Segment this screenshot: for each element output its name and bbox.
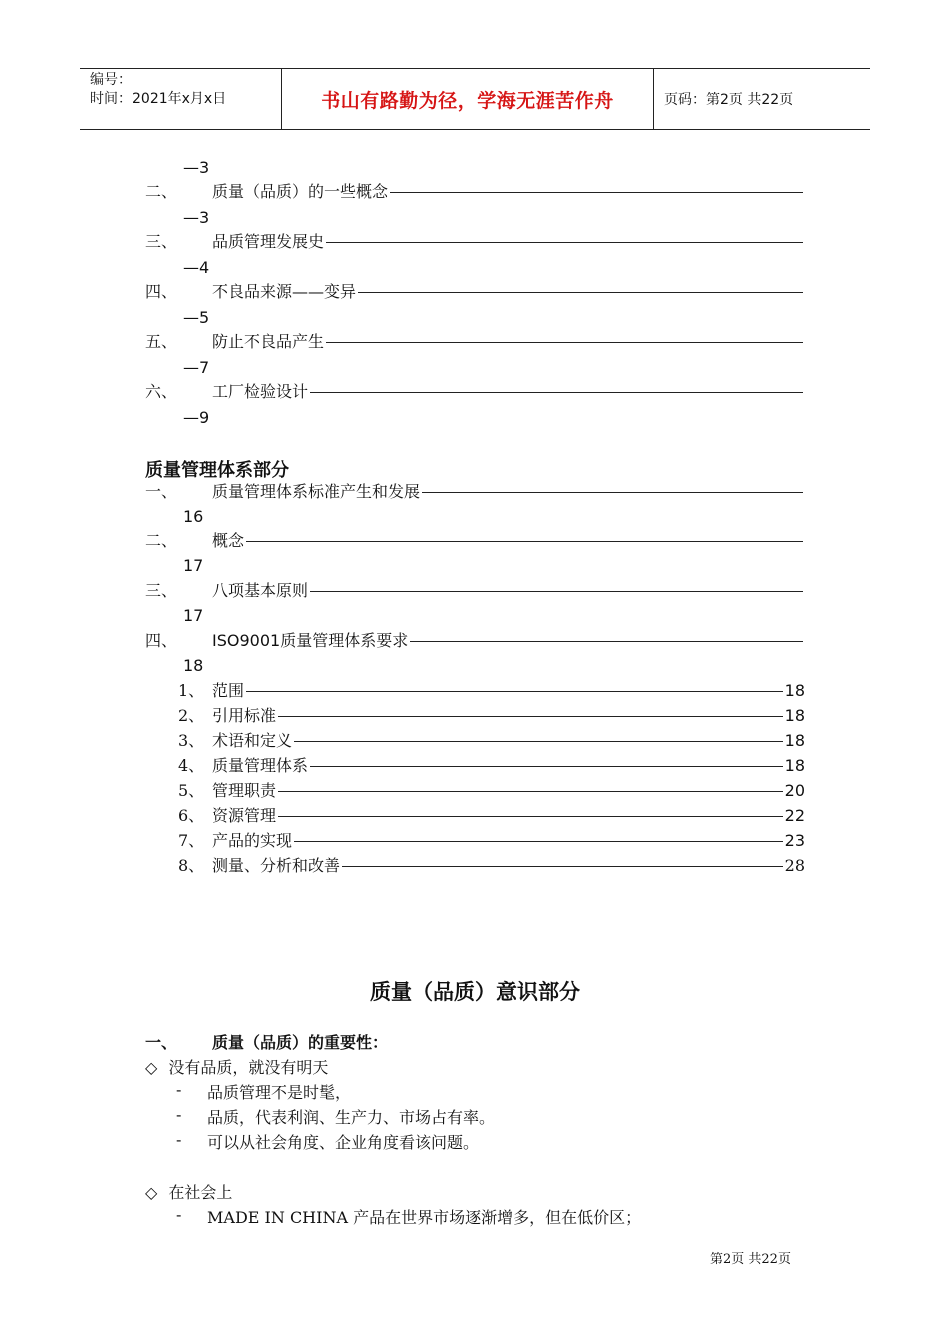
diamond-bullet <box>145 1180 232 1203</box>
toc-entry-text: 质量（品质）的一些概念 <box>212 182 389 201</box>
toc-entry-text: ISO9001质量管理体系要求 <box>212 631 409 650</box>
diamond-bullet <box>145 1055 328 1078</box>
toc-entry[interactable] <box>145 580 805 602</box>
dash-bullet <box>176 1130 480 1152</box>
toc-page-number: 22 <box>784 806 805 825</box>
diamond-icon: ◇ <box>145 1058 158 1077</box>
toc-entry[interactable] <box>145 481 805 503</box>
toc-leader <box>278 716 783 717</box>
toc-entry-text: 管理职责 <box>212 781 277 800</box>
toc-entry-text: 品质管理发展史 <box>212 232 325 251</box>
toc-entry-text: 质量管理体系标准产生和发展 <box>212 482 421 501</box>
toc-entry-text: 测量、分析和改善 <box>212 856 341 875</box>
toc-entry-number: 三、 <box>145 232 178 251</box>
toc-sub-entry[interactable] <box>178 855 805 877</box>
toc-entry[interactable] <box>145 331 805 353</box>
bullet-text: 没有品质，就没有明天 <box>168 1058 329 1077</box>
toc-page-number: —9 <box>183 408 210 427</box>
toc-entry-number: 8、 <box>178 856 205 875</box>
toc-page-number: 20 <box>784 781 805 800</box>
toc-entry-text: 概念 <box>212 531 245 550</box>
toc-leader <box>310 766 783 767</box>
toc-page-number: 16 <box>183 507 204 526</box>
header-meta <box>80 69 282 129</box>
toc-entry-number: 六、 <box>145 382 178 401</box>
heading-text: 质量（品质）的重要性： <box>212 1033 389 1052</box>
header-motto: 书山有路勤为径，学海无涯苦作舟 <box>282 69 654 129</box>
toc-sub-entry[interactable] <box>178 780 805 802</box>
toc-sub-entry[interactable] <box>178 830 805 852</box>
toc-page-number: —4 <box>183 258 210 277</box>
toc-entry-text: 引用标准 <box>212 706 277 725</box>
toc-leader <box>246 541 803 542</box>
toc-leader <box>278 816 783 817</box>
toc-entry[interactable] <box>145 630 805 652</box>
time-label: 时间：2021年x月x日 <box>90 91 227 107</box>
heading-1 <box>145 1030 389 1053</box>
toc-leader <box>390 192 803 193</box>
toc-entry-number: 2、 <box>178 706 205 725</box>
dash-icon: - <box>176 1105 182 1124</box>
toc-entry-number: 二、 <box>145 182 178 201</box>
page-footer: 第2页 共22页 <box>710 1252 791 1267</box>
toc-page-number: —3 <box>183 158 210 177</box>
toc-entry-number: 三、 <box>145 581 178 600</box>
toc-page-number: 17 <box>183 606 204 625</box>
toc-entry-number: 四、 <box>145 631 178 650</box>
number-label: 编号： <box>90 72 132 88</box>
toc-leader <box>310 591 803 592</box>
dash-icon: - <box>176 1130 182 1149</box>
toc-page-number: 23 <box>784 831 805 850</box>
dash-icon: - <box>176 1080 182 1099</box>
dash-bullet <box>176 1080 352 1102</box>
toc-page-number: —5 <box>183 308 210 327</box>
toc-sub-entry[interactable] <box>178 730 805 752</box>
toc-page-number: 18 <box>784 731 805 750</box>
toc-page-number: —7 <box>183 358 210 377</box>
toc-page-number: 18 <box>183 656 204 675</box>
toc-entry-number: 4、 <box>178 756 205 775</box>
toc-leader <box>294 741 783 742</box>
toc-sub-entry[interactable] <box>178 805 805 827</box>
bullet-text: 品质管理不是时髦， <box>207 1083 352 1102</box>
section-title: 质量管理体系部分 <box>145 460 289 481</box>
toc-entry[interactable] <box>145 530 805 552</box>
toc-leader <box>278 791 783 792</box>
toc-page-number: —3 <box>183 208 210 227</box>
toc-entry-text: 范围 <box>212 681 245 700</box>
diamond-icon: ◇ <box>145 1183 158 1202</box>
toc-page-number: 17 <box>183 556 204 575</box>
bullet-text: 在社会上 <box>168 1183 233 1202</box>
toc-leader <box>342 866 783 867</box>
toc-entry[interactable] <box>145 381 805 403</box>
toc-entry-number: 五、 <box>145 332 178 351</box>
toc-entry-text: 产品的实现 <box>212 831 293 850</box>
toc-leader <box>422 492 803 493</box>
toc-leader <box>410 641 803 642</box>
toc-entry-text: 不良品来源——变异 <box>212 282 357 301</box>
toc-sub-entry[interactable] <box>178 705 805 727</box>
page-header <box>80 68 870 130</box>
toc-page-number: 18 <box>784 756 805 775</box>
toc-entry-number: 5、 <box>178 781 205 800</box>
toc-entry[interactable] <box>145 281 805 303</box>
toc-entry-number: 四、 <box>145 282 178 301</box>
toc-leader <box>326 342 803 343</box>
toc-entry-text: 防止不良品产生 <box>212 332 325 351</box>
toc-entry-number: 6、 <box>178 806 205 825</box>
toc-sub-entry[interactable] <box>178 755 805 777</box>
toc-entry-text: 术语和定义 <box>212 731 293 750</box>
toc-entry-text: 质量管理体系 <box>212 756 309 775</box>
toc-entry-number: 1、 <box>178 681 205 700</box>
toc-leader <box>326 242 803 243</box>
toc-sub-entry[interactable] <box>178 680 805 702</box>
header-page-label: 页码：第2页 共22页 <box>664 92 794 108</box>
toc-page-number: 28 <box>784 856 805 875</box>
toc-leader <box>246 691 783 692</box>
toc-entry[interactable] <box>145 231 805 253</box>
main-title: 质量（品质）意识部分 <box>370 980 580 1004</box>
toc-leader <box>358 292 803 293</box>
heading-number: 一、 <box>145 1033 178 1052</box>
toc-entry-number: 一、 <box>145 482 178 501</box>
dash-bullet <box>176 1105 496 1127</box>
dash-icon: - <box>176 1205 182 1224</box>
toc-entry-text: 工厂检验设计 <box>212 382 309 401</box>
toc-entry-text: 八项基本原则 <box>212 581 309 600</box>
toc-entry-text: 资源管理 <box>212 806 277 825</box>
toc-entry-number: 3、 <box>178 731 205 750</box>
toc-entry[interactable] <box>145 181 805 203</box>
dash-bullet <box>176 1205 642 1227</box>
toc-leader <box>310 392 803 393</box>
toc-entry-number: 7、 <box>178 831 205 850</box>
bullet-text: 品质，代表利润、生产力、市场占有率。 <box>207 1108 496 1127</box>
bullet-text: 可以从社会角度、企业角度看该问题。 <box>207 1133 480 1152</box>
toc-entry-number: 二、 <box>145 531 178 550</box>
toc-leader <box>294 841 783 842</box>
bullet-text: MADE IN CHINA 产品在世界市场逐渐增多，但在低价区； <box>207 1208 642 1227</box>
toc-page-number: 18 <box>784 706 805 725</box>
toc-page-number: 18 <box>784 681 805 700</box>
